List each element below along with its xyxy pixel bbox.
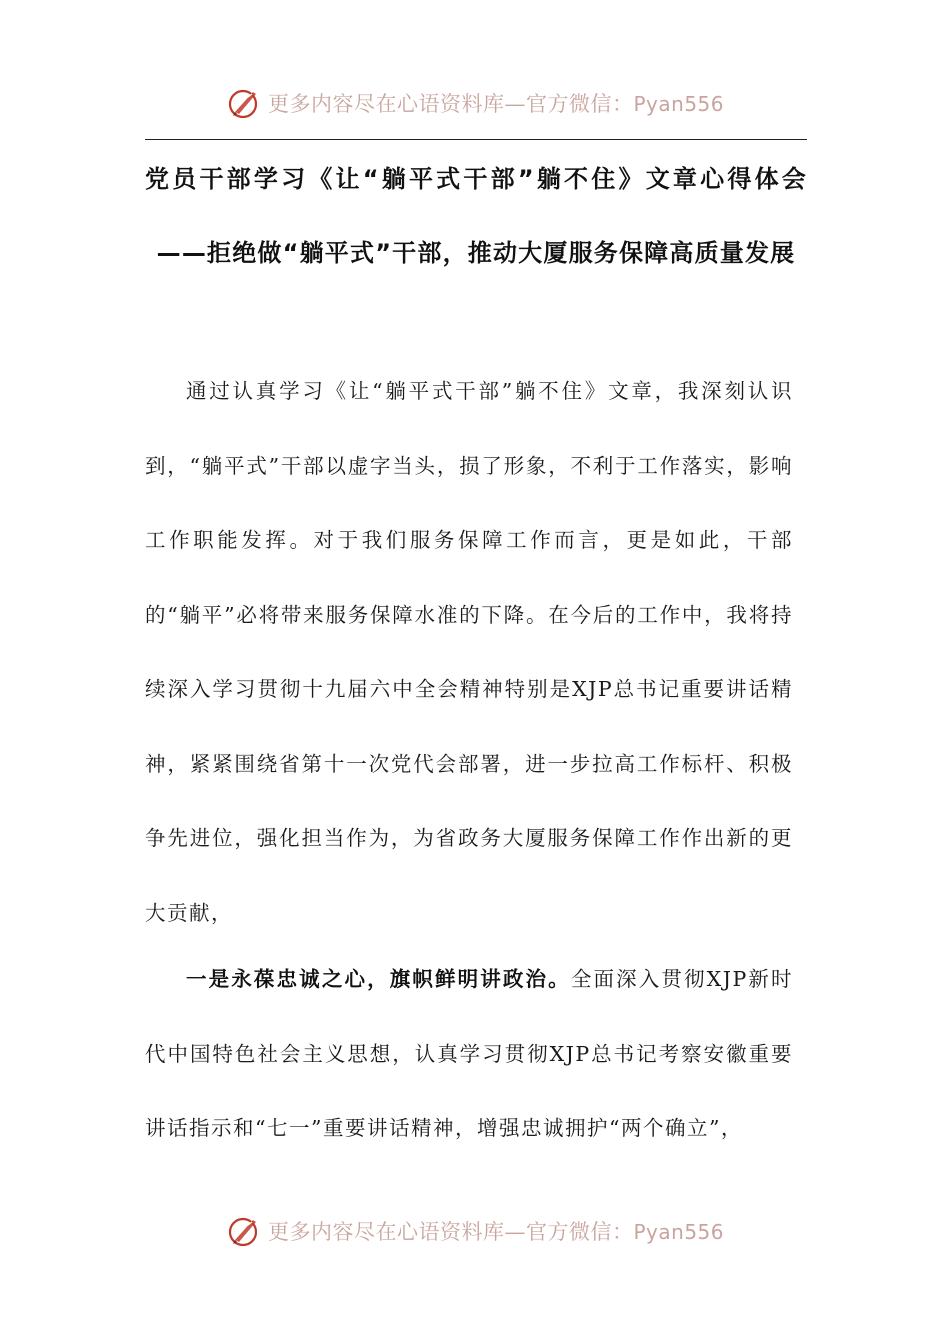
quill-pen-logo-icon: [226, 85, 262, 121]
quill-pen-logo-icon: [226, 1213, 262, 1249]
header-watermark: [0, 78, 950, 128]
watermark-text: 更多内容尽在心语资料库—官方微信：Pyan556: [267, 1220, 724, 1244]
watermark-wechat-id: Pyan556: [633, 1220, 724, 1244]
document-title: 党员干部学习《让“躺平式干部”躺不住》文章心得体会——拒绝做“躺平式”干部，推动大厦服务保障高质量发展: [145, 165, 807, 267]
footer-watermark: [0, 1206, 950, 1256]
paragraph-point-one-lead: 一是永葆忠诚之心，旗帜鲜明讲政治。: [186, 967, 571, 991]
watermark-wechat-id: Pyan556: [633, 92, 724, 116]
paragraph-point-one-body: 全面深入贯彻XJP新时代中国特色社会主义思想，认真学习贯彻XJP总书记考察安徽重要讲话指示和“七一”重要讲话精神，增强忠诚拥护“两个确立”，: [145, 967, 794, 1140]
watermark-text: 更多内容尽在心语资料库—官方微信：Pyan556: [267, 92, 724, 116]
header-divider: [145, 139, 807, 140]
paragraph-intro: 通过认真学习《让“躺平式干部”躺不住》文章，我深刻认识到，“躺平式”干部以虚字当头，损了形象，不利于工作落实，影响工作职能发挥。对于我们服务保障工作而言，更是如此，干部的“躺平”必将带来服务保障水准的下降。在今后的工作中，我将持续深入学习贯彻十九届六中全会精神特别是XJP总书记重要讲话精神，紧紧围绕省第十一次党代会部署，进一步拉高工作标杆、积极争先进位，强化担当作为，为省政务大厦服务保障工作作出新的更大贡献，: [145, 379, 793, 925]
paragraph-point-one: [145, 942, 793, 1166]
